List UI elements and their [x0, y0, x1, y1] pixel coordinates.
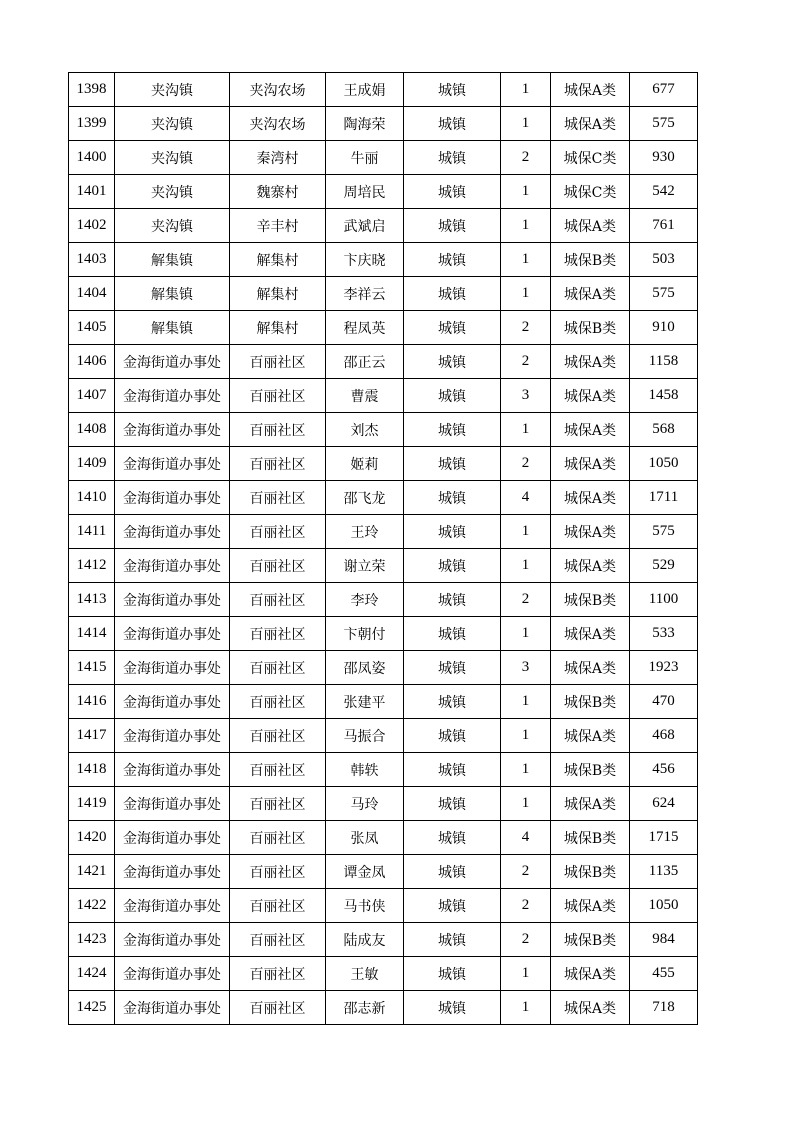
cell-row-number: 1418: [69, 753, 115, 787]
cell-row-number: 1406: [69, 345, 115, 379]
cell-amount: 910: [630, 311, 698, 345]
cell-insurance-class: 城保A类: [551, 787, 630, 821]
cell-village: 百丽社区: [230, 787, 326, 821]
cell-name: 牛丽: [326, 141, 404, 175]
cell-name: 陆成友: [326, 923, 404, 957]
cell-insurance-class: 城保B类: [551, 685, 630, 719]
cell-amount: 624: [630, 787, 698, 821]
table-row: [69, 583, 698, 617]
cell-amount: 503: [630, 243, 698, 277]
cell-household-type: 城镇: [404, 719, 501, 753]
cell-household-type: 城镇: [404, 549, 501, 583]
cell-name: 邵飞龙: [326, 481, 404, 515]
cell-member-count: 1: [501, 617, 551, 651]
table-row: [69, 481, 698, 515]
table-row: [69, 413, 698, 447]
cell-household-type: 城镇: [404, 651, 501, 685]
cell-insurance-class: 城保A类: [551, 73, 630, 107]
cell-village: 百丽社区: [230, 617, 326, 651]
cell-amount: 718: [630, 991, 698, 1025]
table-row: [69, 685, 698, 719]
cell-member-count: 2: [501, 447, 551, 481]
cell-household-type: 城镇: [404, 515, 501, 549]
cell-name: 王成娟: [326, 73, 404, 107]
cell-town: 金海街道办事处: [115, 413, 230, 447]
cell-village: 百丽社区: [230, 345, 326, 379]
table-row: [69, 311, 698, 345]
cell-insurance-class: 城保A类: [551, 549, 630, 583]
cell-village: 百丽社区: [230, 515, 326, 549]
cell-amount: 568: [630, 413, 698, 447]
cell-insurance-class: 城保B类: [551, 243, 630, 277]
cell-member-count: 1: [501, 277, 551, 311]
cell-row-number: 1412: [69, 549, 115, 583]
cell-name: 陶海荣: [326, 107, 404, 141]
cell-row-number: 1416: [69, 685, 115, 719]
cell-name: 刘杰: [326, 413, 404, 447]
cell-insurance-class: 城保B类: [551, 923, 630, 957]
cell-insurance-class: 城保A类: [551, 209, 630, 243]
cell-town: 金海街道办事处: [115, 855, 230, 889]
cell-amount: 455: [630, 957, 698, 991]
cell-row-number: 1419: [69, 787, 115, 821]
cell-town: 夹沟镇: [115, 209, 230, 243]
cell-town: 金海街道办事处: [115, 481, 230, 515]
cell-household-type: 城镇: [404, 923, 501, 957]
cell-insurance-class: 城保A类: [551, 379, 630, 413]
cell-town: 解集镇: [115, 311, 230, 345]
cell-amount: 1458: [630, 379, 698, 413]
cell-row-number: 1398: [69, 73, 115, 107]
cell-town: 解集镇: [115, 243, 230, 277]
cell-amount: 761: [630, 209, 698, 243]
cell-amount: 1100: [630, 583, 698, 617]
cell-name: 姬莉: [326, 447, 404, 481]
cell-insurance-class: 城保A类: [551, 413, 630, 447]
cell-village: 百丽社区: [230, 753, 326, 787]
cell-member-count: 1: [501, 753, 551, 787]
cell-amount: 1715: [630, 821, 698, 855]
cell-name: 张建平: [326, 685, 404, 719]
table-row: [69, 753, 698, 787]
cell-insurance-class: 城保B类: [551, 821, 630, 855]
cell-town: 解集镇: [115, 277, 230, 311]
cell-amount: 542: [630, 175, 698, 209]
cell-row-number: 1413: [69, 583, 115, 617]
cell-village: 百丽社区: [230, 719, 326, 753]
cell-row-number: 1399: [69, 107, 115, 141]
cell-village: 秦湾村: [230, 141, 326, 175]
cell-row-number: 1409: [69, 447, 115, 481]
table-row: [69, 549, 698, 583]
table-row: [69, 991, 698, 1025]
cell-name: 马书侠: [326, 889, 404, 923]
cell-amount: 1711: [630, 481, 698, 515]
cell-name: 王敏: [326, 957, 404, 991]
cell-household-type: 城镇: [404, 855, 501, 889]
cell-insurance-class: 城保C类: [551, 175, 630, 209]
cell-town: 金海街道办事处: [115, 957, 230, 991]
cell-household-type: 城镇: [404, 991, 501, 1025]
cell-member-count: 1: [501, 549, 551, 583]
cell-name: 韩轶: [326, 753, 404, 787]
cell-row-number: 1401: [69, 175, 115, 209]
cell-amount: 468: [630, 719, 698, 753]
cell-member-count: 2: [501, 583, 551, 617]
cell-member-count: 1: [501, 209, 551, 243]
cell-town: 夹沟镇: [115, 73, 230, 107]
cell-row-number: 1425: [69, 991, 115, 1025]
cell-town: 金海街道办事处: [115, 923, 230, 957]
cell-town: 金海街道办事处: [115, 345, 230, 379]
cell-row-number: 1405: [69, 311, 115, 345]
cell-member-count: 2: [501, 345, 551, 379]
cell-row-number: 1404: [69, 277, 115, 311]
cell-household-type: 城镇: [404, 379, 501, 413]
cell-name: 周培民: [326, 175, 404, 209]
cell-amount: 533: [630, 617, 698, 651]
cell-member-count: 1: [501, 787, 551, 821]
cell-member-count: 2: [501, 311, 551, 345]
cell-name: 曹震: [326, 379, 404, 413]
table-row: [69, 617, 698, 651]
cell-name: 武斌启: [326, 209, 404, 243]
cell-insurance-class: 城保A类: [551, 651, 630, 685]
cell-insurance-class: 城保A类: [551, 345, 630, 379]
cell-name: 李祥云: [326, 277, 404, 311]
table-row: [69, 855, 698, 889]
cell-household-type: 城镇: [404, 243, 501, 277]
cell-row-number: 1422: [69, 889, 115, 923]
cell-town: 金海街道办事处: [115, 379, 230, 413]
cell-row-number: 1423: [69, 923, 115, 957]
cell-village: 解集村: [230, 243, 326, 277]
table-row: [69, 107, 698, 141]
cell-town: 金海街道办事处: [115, 821, 230, 855]
cell-member-count: 1: [501, 957, 551, 991]
cell-household-type: 城镇: [404, 345, 501, 379]
cell-village: 百丽社区: [230, 821, 326, 855]
cell-amount: 1158: [630, 345, 698, 379]
table-row: [69, 379, 698, 413]
cell-amount: 575: [630, 107, 698, 141]
cell-village: 百丽社区: [230, 651, 326, 685]
cell-insurance-class: 城保A类: [551, 277, 630, 311]
cell-name: 邵志新: [326, 991, 404, 1025]
cell-town: 金海街道办事处: [115, 583, 230, 617]
cell-household-type: 城镇: [404, 957, 501, 991]
cell-household-type: 城镇: [404, 889, 501, 923]
cell-row-number: 1410: [69, 481, 115, 515]
cell-insurance-class: 城保C类: [551, 141, 630, 175]
cell-amount: 1050: [630, 889, 698, 923]
cell-household-type: 城镇: [404, 447, 501, 481]
cell-member-count: 3: [501, 379, 551, 413]
cell-household-type: 城镇: [404, 175, 501, 209]
cell-town: 金海街道办事处: [115, 651, 230, 685]
cell-insurance-class: 城保A类: [551, 991, 630, 1025]
table-row: [69, 209, 698, 243]
cell-name: 李玲: [326, 583, 404, 617]
table-row: [69, 515, 698, 549]
cell-member-count: 4: [501, 821, 551, 855]
cell-insurance-class: 城保A类: [551, 447, 630, 481]
cell-household-type: 城镇: [404, 481, 501, 515]
cell-row-number: 1414: [69, 617, 115, 651]
cell-amount: 470: [630, 685, 698, 719]
cell-town: 金海街道办事处: [115, 447, 230, 481]
table-row: [69, 651, 698, 685]
table-row: [69, 719, 698, 753]
cell-village: 魏寨村: [230, 175, 326, 209]
cell-town: 夹沟镇: [115, 141, 230, 175]
cell-village: 百丽社区: [230, 991, 326, 1025]
cell-row-number: 1424: [69, 957, 115, 991]
cell-insurance-class: 城保B类: [551, 311, 630, 345]
cell-insurance-class: 城保A类: [551, 481, 630, 515]
cell-town: 金海街道办事处: [115, 991, 230, 1025]
cell-member-count: 2: [501, 141, 551, 175]
cell-town: 金海街道办事处: [115, 787, 230, 821]
cell-town: 金海街道办事处: [115, 515, 230, 549]
cell-row-number: 1417: [69, 719, 115, 753]
cell-town: 金海街道办事处: [115, 685, 230, 719]
cell-amount: 1923: [630, 651, 698, 685]
cell-village: 百丽社区: [230, 413, 326, 447]
cell-village: 百丽社区: [230, 923, 326, 957]
cell-amount: 984: [630, 923, 698, 957]
cell-name: 谢立荣: [326, 549, 404, 583]
cell-household-type: 城镇: [404, 821, 501, 855]
table-row: [69, 243, 698, 277]
cell-village: 百丽社区: [230, 685, 326, 719]
cell-village: 百丽社区: [230, 889, 326, 923]
cell-village: 百丽社区: [230, 447, 326, 481]
cell-row-number: 1421: [69, 855, 115, 889]
table-row: [69, 277, 698, 311]
cell-household-type: 城镇: [404, 73, 501, 107]
cell-member-count: 1: [501, 413, 551, 447]
cell-insurance-class: 城保B类: [551, 855, 630, 889]
benefit-table: [68, 72, 698, 1025]
table-row: [69, 141, 698, 175]
cell-row-number: 1403: [69, 243, 115, 277]
cell-amount: 456: [630, 753, 698, 787]
cell-member-count: 1: [501, 175, 551, 209]
table-row: [69, 957, 698, 991]
table-row: [69, 73, 698, 107]
table-row: [69, 889, 698, 923]
cell-insurance-class: 城保A类: [551, 107, 630, 141]
cell-name: 邵凤姿: [326, 651, 404, 685]
cell-amount: 1135: [630, 855, 698, 889]
cell-insurance-class: 城保B类: [551, 583, 630, 617]
table-row: [69, 923, 698, 957]
cell-village: 解集村: [230, 277, 326, 311]
cell-member-count: 1: [501, 515, 551, 549]
cell-name: 王玲: [326, 515, 404, 549]
cell-member-count: 1: [501, 685, 551, 719]
cell-town: 金海街道办事处: [115, 753, 230, 787]
cell-town: 金海街道办事处: [115, 617, 230, 651]
cell-name: 卞庆晓: [326, 243, 404, 277]
cell-household-type: 城镇: [404, 311, 501, 345]
cell-member-count: 1: [501, 73, 551, 107]
cell-household-type: 城镇: [404, 413, 501, 447]
cell-amount: 677: [630, 73, 698, 107]
cell-insurance-class: 城保A类: [551, 889, 630, 923]
cell-row-number: 1415: [69, 651, 115, 685]
cell-household-type: 城镇: [404, 685, 501, 719]
cell-insurance-class: 城保A类: [551, 515, 630, 549]
cell-member-count: 1: [501, 243, 551, 277]
cell-name: 马玲: [326, 787, 404, 821]
cell-household-type: 城镇: [404, 617, 501, 651]
table-row: [69, 345, 698, 379]
table-row: [69, 175, 698, 209]
cell-household-type: 城镇: [404, 209, 501, 243]
cell-town: 夹沟镇: [115, 175, 230, 209]
cell-name: 谭金凤: [326, 855, 404, 889]
cell-household-type: 城镇: [404, 107, 501, 141]
cell-row-number: 1408: [69, 413, 115, 447]
cell-member-count: 2: [501, 923, 551, 957]
cell-household-type: 城镇: [404, 141, 501, 175]
cell-name: 张凤: [326, 821, 404, 855]
cell-member-count: 4: [501, 481, 551, 515]
cell-household-type: 城镇: [404, 583, 501, 617]
cell-member-count: 2: [501, 889, 551, 923]
cell-member-count: 1: [501, 107, 551, 141]
cell-row-number: 1402: [69, 209, 115, 243]
cell-village: 百丽社区: [230, 549, 326, 583]
table-row: [69, 787, 698, 821]
cell-amount: 930: [630, 141, 698, 175]
cell-row-number: 1411: [69, 515, 115, 549]
cell-village: 辛丰村: [230, 209, 326, 243]
cell-town: 金海街道办事处: [115, 719, 230, 753]
cell-name: 卞朝付: [326, 617, 404, 651]
cell-insurance-class: 城保A类: [551, 719, 630, 753]
table-row: [69, 447, 698, 481]
cell-insurance-class: 城保A类: [551, 617, 630, 651]
cell-row-number: 1407: [69, 379, 115, 413]
cell-amount: 529: [630, 549, 698, 583]
cell-name: 程凤英: [326, 311, 404, 345]
cell-name: 马振合: [326, 719, 404, 753]
cell-row-number: 1400: [69, 141, 115, 175]
cell-member-count: 2: [501, 855, 551, 889]
cell-amount: 575: [630, 277, 698, 311]
cell-village: 夹沟农场: [230, 73, 326, 107]
cell-household-type: 城镇: [404, 787, 501, 821]
cell-village: 解集村: [230, 311, 326, 345]
cell-insurance-class: 城保B类: [551, 753, 630, 787]
cell-household-type: 城镇: [404, 277, 501, 311]
cell-row-number: 1420: [69, 821, 115, 855]
cell-village: 百丽社区: [230, 583, 326, 617]
cell-town: 金海街道办事处: [115, 889, 230, 923]
cell-name: 邵正云: [326, 345, 404, 379]
cell-village: 夹沟农场: [230, 107, 326, 141]
cell-village: 百丽社区: [230, 379, 326, 413]
cell-member-count: 1: [501, 719, 551, 753]
cell-member-count: 1: [501, 991, 551, 1025]
cell-amount: 575: [630, 515, 698, 549]
cell-village: 百丽社区: [230, 481, 326, 515]
cell-amount: 1050: [630, 447, 698, 481]
cell-village: 百丽社区: [230, 855, 326, 889]
cell-household-type: 城镇: [404, 753, 501, 787]
table-row: [69, 821, 698, 855]
cell-town: 夹沟镇: [115, 107, 230, 141]
cell-town: 金海街道办事处: [115, 549, 230, 583]
cell-member-count: 3: [501, 651, 551, 685]
cell-insurance-class: 城保A类: [551, 957, 630, 991]
cell-village: 百丽社区: [230, 957, 326, 991]
table-body: [69, 73, 698, 1025]
